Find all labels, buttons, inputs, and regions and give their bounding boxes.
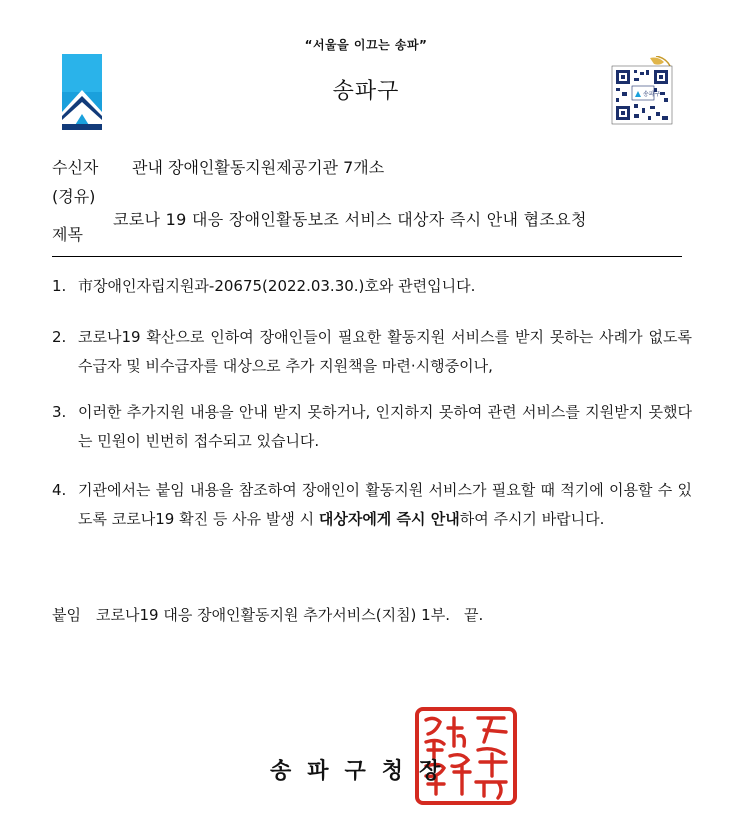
attachment-value: 코로나19 대응 장애인활동지원 추가서비스(지침) 1부. [96,606,450,624]
paragraph-number: 3. [52,403,67,421]
paragraph-number: 2. [52,328,67,346]
slogan: “서울을 이끄는 송파” [304,38,428,52]
attachment-label: 붙임 [52,606,81,624]
qr-code-icon [610,56,674,126]
paragraph-text: 코로나19 확산으로 인하여 장애인들이 필요한 활동지원 서비스를 받지 못하는 사례가 없도록 수급자 및 비수급자를 대상으로 추가 지원책을 마련·시행중이나, [78,328,692,375]
subject-label: 제목 [52,225,83,244]
paragraph-text-before: 기관에서는 붙임 내용을 참조하여 장애인이 활동지원 서비스가 필요할 때 적기에 이용할 수 있도록 코로나19 확진 등 사유 발생 시 [78,481,692,528]
paragraph-number: 4. [52,481,67,499]
recipient-row [52,155,384,178]
attachment-end: 끝. [463,606,484,624]
recipient-label: 수신자 [52,158,99,177]
paragraph-text-after: 하여 주시기 바랍니다. [459,510,605,528]
recipient-value: 관내 장애인활동지원제공기관 7개소 [132,158,385,177]
qr-label: 송파구 [643,91,661,98]
issuer-name: 송파구청장 [270,759,457,784]
via-label: (경유) [52,187,96,206]
paragraph-2 [52,323,692,381]
paragraph-3 [52,398,692,456]
paragraph-text-bold: 대상자에게 즉시 안내 [318,510,460,528]
header-divider [52,256,682,257]
paragraph-text: 이러한 추가지원 내용을 안내 받지 못하거나, 인지하지 못하여 관련 서비스를 지원받지 못했다는 민원이 빈번히 접수되고 있습니다. [78,403,692,450]
paragraph-text [78,476,692,534]
paragraph-text: 市장애인자립지원과-20675(2022.03.30.)호와 관련입니다. [78,277,476,295]
paragraph-4 [52,476,692,534]
attachment-line [52,604,483,625]
organization-name: 송파구 [332,79,400,104]
subject-value: 코로나 19 대응 장애인활동보조 서비스 대상자 즉시 안내 협조요청 [113,210,587,229]
paragraph-1 [52,272,692,301]
paragraph-number: 1. [52,277,67,295]
